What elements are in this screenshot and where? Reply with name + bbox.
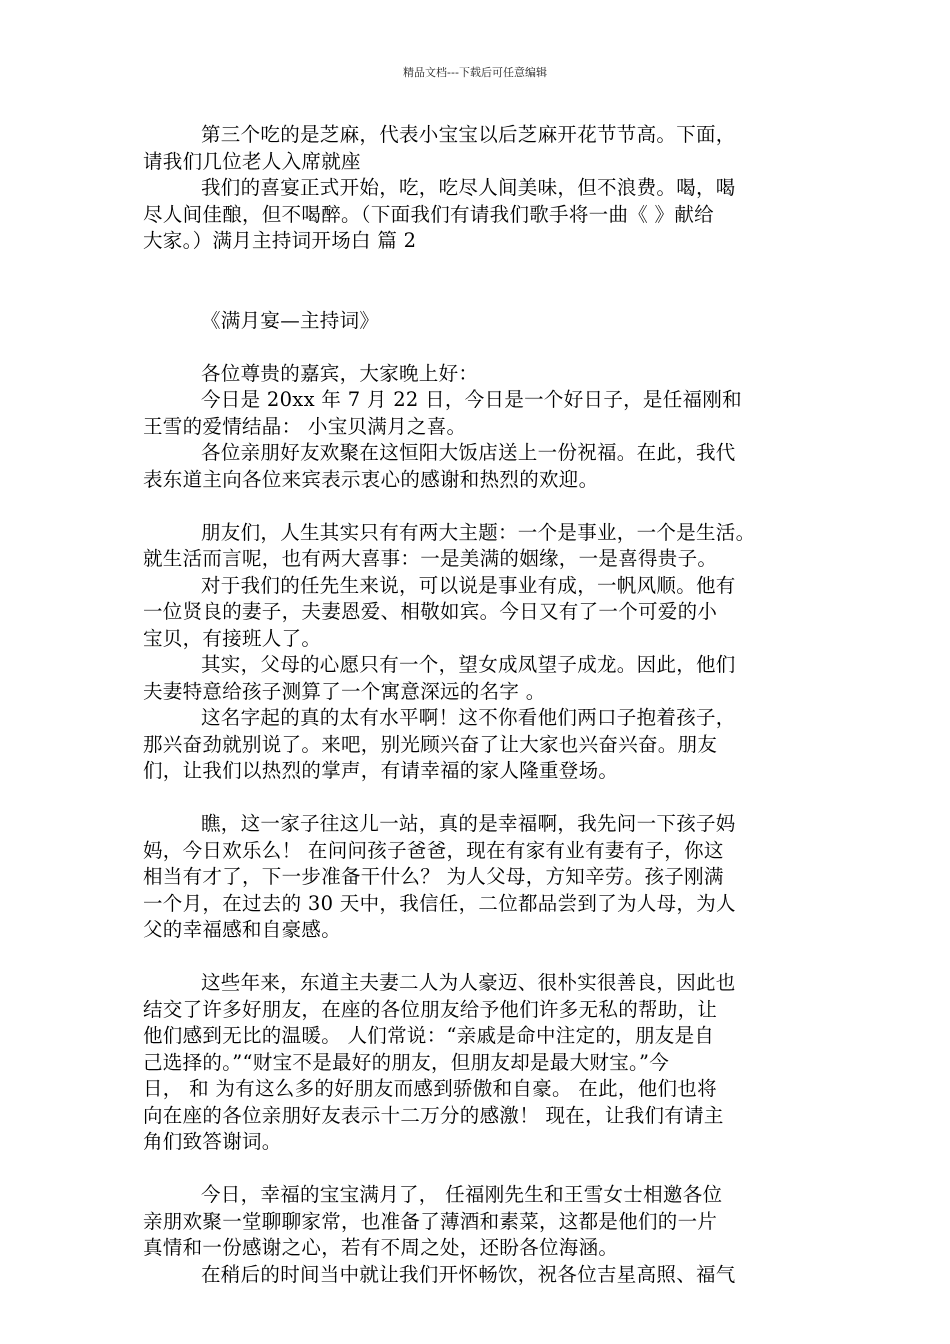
- text-line: 表东道主向各位来宾表示衷心的感谢和热烈的欢迎。: [143, 467, 599, 491]
- text-line: 结交了许多好朋友，在座的各位朋友给予他们许多无私的帮助，让: [143, 997, 718, 1021]
- text-line: 瞧，这一家子往这儿一站，真的是幸福啊，我先问一下孩子妈: [201, 812, 736, 835]
- text-line: 这名字起的真的太有水平啊！这不你看他们两口子抱着孩子，: [201, 706, 736, 729]
- text-line: 父的幸福感和自豪感。: [143, 918, 342, 941]
- text-line: 这些年来，东道主夫妻二人为人豪迈、很朴实很善良，因此也: [201, 971, 736, 994]
- text-line: 今日是 20xx 年 7 月 22 日，今日是一个好日子，是任福刚和: [201, 388, 742, 411]
- text-line: 在稍后的时间当中就让我们开怀畅饮，祝各位吉星高照、福气: [201, 1262, 736, 1286]
- blank-line: [143, 785, 833, 812]
- text-line: 其实，父母的心愿只有一个，望女成凤望子成龙。因此，他们: [201, 653, 736, 676]
- text-line: 一个月，在过去的 30 天中，我信任，二位都品尝到了为人母，为人: [143, 891, 736, 915]
- text-line: 那兴奋劲就别说了。来吧，别光顾兴奋了让大家也兴奋兴奋。朋友: [143, 732, 718, 756]
- text-line: 相当有才了，下一步准备干什么？ 为人父母，方知辛劳。孩子刚满: [143, 865, 724, 888]
- text-line: 亲朋欢聚一堂聊聊家常，也准备了薄酒和素菜，这都是他们的一片: [143, 1209, 718, 1233]
- text-line: 朋友们，人生其实只有有两大主题：一个是事业，一个是生活。: [201, 520, 756, 544]
- text-line: 们，让我们以热烈的掌声，有请幸福的家人隆重登场。: [143, 759, 619, 782]
- text-line: 夫妻特意给孩子测算了一个寓意深远的名字 。: [143, 679, 546, 703]
- text-line: 《满月宴—主持词》: [201, 308, 380, 332]
- blank-line: [143, 944, 833, 971]
- text-line: 请我们几位老人入席就座: [143, 149, 361, 173]
- blank-line: [143, 281, 833, 308]
- text-line: 日， 和 为有这么多的好朋友而感到骄傲和自豪。 在此，他们也将: [143, 1077, 717, 1100]
- text-line: 一位贤良的妻子，夫妻恩爱、相敬如宾。今日又有了一个可爱的小: [143, 600, 718, 623]
- text-line: 他们感到无比的温暖。 人们常说：“亲戚是命中注定的，朋友是自: [143, 1024, 715, 1047]
- text-line: 今日，幸福的宝宝满月了， 任福刚先生和王雪女士相邀各位: [201, 1183, 723, 1206]
- text-line: 角们致答谢词。: [143, 1130, 282, 1153]
- blank-line: [143, 334, 833, 361]
- text-line: 真情和一份感谢之心，若有不周之处，还盼各位海涵。: [143, 1236, 619, 1259]
- text-line: 宝贝，有接班人了。: [143, 626, 322, 650]
- text-line: 王雪的爱情结晶： 小宝贝满月之喜。: [143, 414, 467, 438]
- text-line: 尽人间佳酿，但不喝醉。（下面我们有请我们歌手将一曲《 》献给: [143, 202, 714, 226]
- text-line: 各位尊贵的嘉宾，大家晚上好：: [201, 361, 479, 385]
- text-line: 我们的喜宴正式开始，吃，吃尽人间美味，但不浪费。喝，喝: [201, 176, 736, 199]
- text-line: 己选择的。”“财宝不是最好的朋友，但朋友却是最大财宝。”今: [143, 1050, 670, 1074]
- document-body: [143, 122, 833, 1288]
- text-line: 向在座的各位亲朋好友表示十二万分的感激！ 现在，让我们有请主: [143, 1103, 724, 1127]
- page-header: 精品文档---下载后可任意编辑: [403, 66, 547, 79]
- blank-line: [143, 1156, 833, 1183]
- blank-line: [143, 493, 833, 520]
- text-line: 就生活而言呢，也有两大喜事：一是美满的姻缘，一是喜得贵子。: [143, 547, 718, 570]
- text-line: 妈，今日欢乐么！ 在问问孩子爸爸，现在有家有业有妻有子，你这: [143, 838, 724, 862]
- text-line: 第三个吃的是芝麻，代表小宝宝以后芝麻开花节节高。下面，: [201, 123, 736, 146]
- text-line: 各位亲朋好友欢聚在这恒阳大饭店送上一份祝福。在此，我代: [201, 441, 736, 464]
- blank-line: [143, 255, 833, 282]
- text-line: 大家。）满月主持词开场白 篇 2: [143, 229, 417, 252]
- text-line: 对于我们的任先生来说，可以说是事业有成，一帆风顺。他有: [201, 573, 736, 597]
